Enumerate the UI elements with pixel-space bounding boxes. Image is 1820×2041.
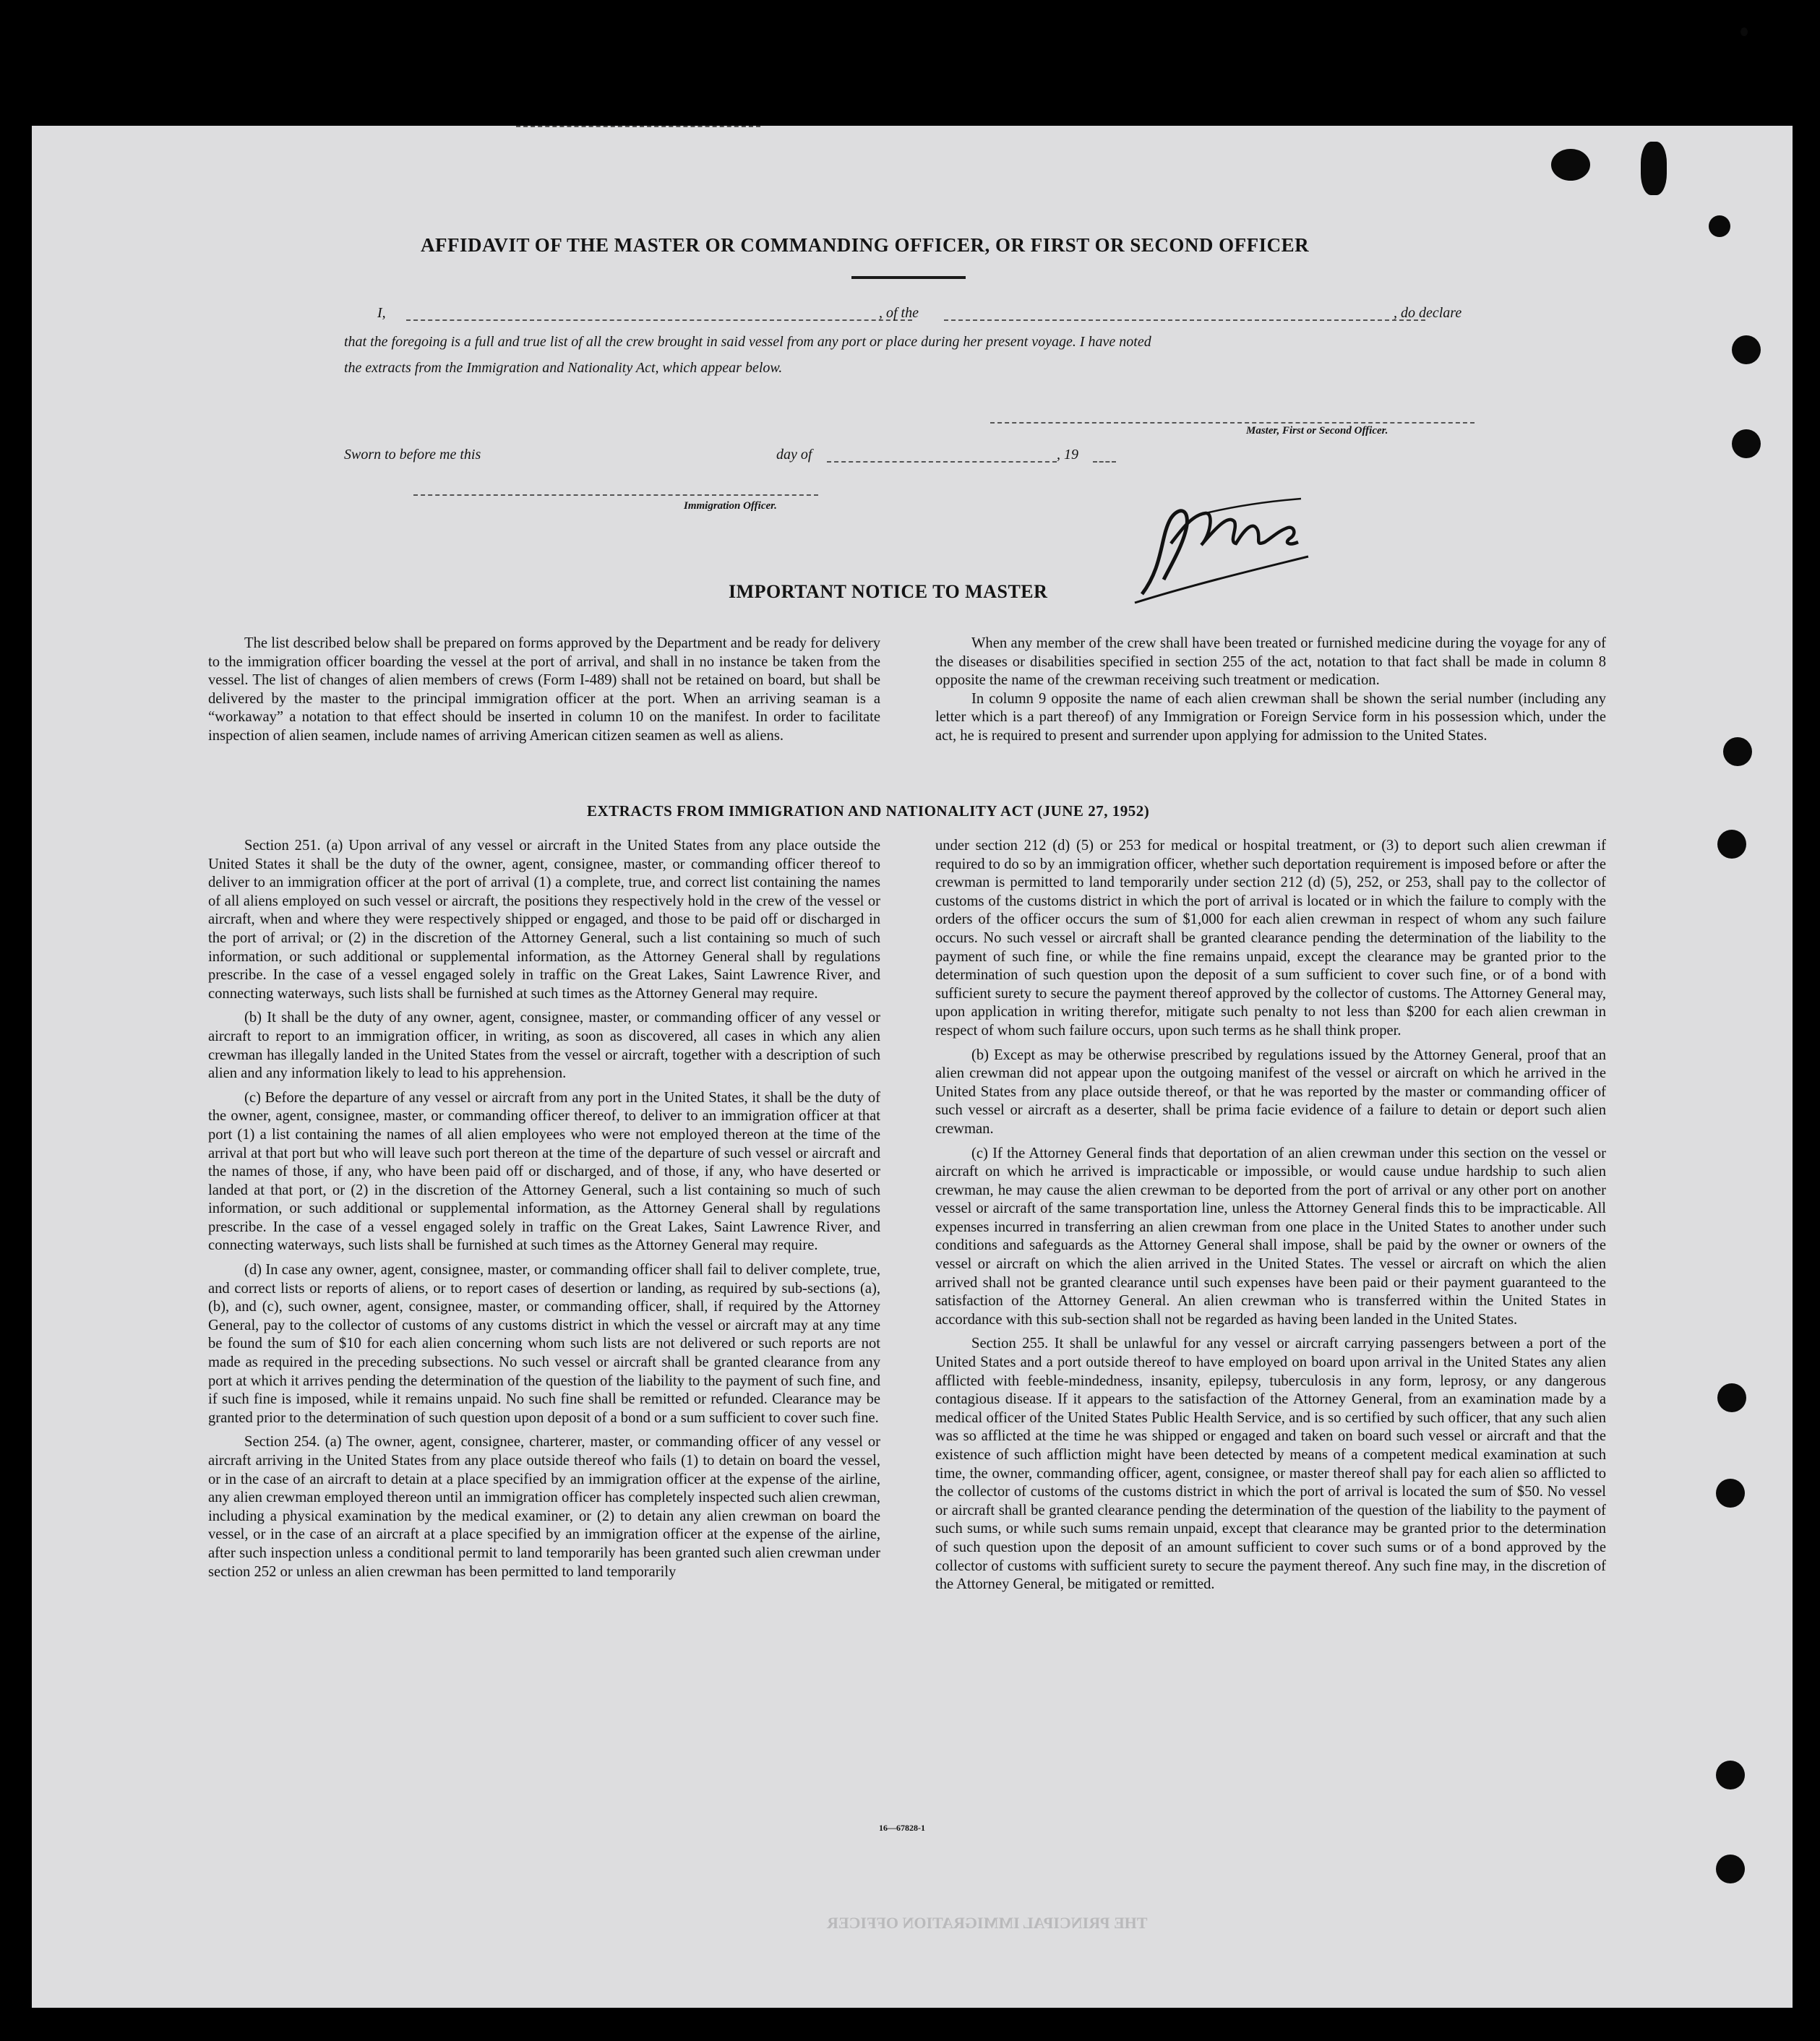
section-251d: (d) In case any owner, agent, consignee, master, or commanding officer shall fail to deliver complete, true, and correct lists or reports of aliens, or to report cases of desertion or landing, as required by sub-sections (a), (b), and (c), such owner, agent, consignee, master, or commanding officer, shall, if required by the Attorney General, pay to the collector of customs of any customs district in which the vessel or aircraft may at any time be found the sum of $10 for each alien concerning whom such lists are not delivered or such reports are not made as required in the preceding subsections. No such vessel or aircraft shall be granted clearance from any port at which it arrives pending the determination of the question of the liability to the payment of such fine, and if such fine is imposed, while it remains unpaid. No such fine shall be remitted or refunded. Clearance may be granted prior to the determination of such question upon deposit of a bond or a sum sufficient to cover such fine. bbox=[208, 1262, 880, 1426]
title-rule bbox=[851, 276, 966, 279]
vessel-name-field[interactable] bbox=[944, 319, 1425, 321]
document-page bbox=[32, 126, 1793, 2008]
section-255: Section 255. It shall be unlawful for any vessel or aircraft carrying passengers between a port of the United States and a port outside thereof to have employed on board upon arrival in the United States any alien afflicted with feeble-mindedness, insanity, epilepsy, tuberculosis in any form, leprosy, or any dangerous contagious disease. If it appears to the satisfaction of the Attorney General, from an examination made by a medical officer of the United States Public Health Service, and is so certified by such officer, that any such alien was so afflicted at the time he was shipped or engaged and taken on board such vessel or aircraft and that the existence of such affliction might have been detected by means of a competent medical examination at such time, the owner, commanding officer, agent, consignee, or master thereof shall pay for each alien so afflicted to the collector of customs of the customs district in which the port of arrival is located the sum of $50. No vessel or aircraft shall be granted clearance pending the determination of the question of the liability to the payment of such sums, or while such sums remain unpaid, except that clearance may be granted prior to the determination of such question upon the deposit of an amount sufficient to cover such sums or of a bond approved by the collector of customs with sufficient surety to secure the payment thereof. Any such fine may, in the discretion of the Attorney General, be mitigated or remitted. bbox=[935, 1336, 1606, 1593]
declarant-label: I, bbox=[377, 305, 386, 321]
punch-hole-2 bbox=[1732, 335, 1761, 364]
declaration-line-3: the extracts from the Immigration and Nationality Act, which appear below. bbox=[344, 360, 783, 376]
day-of-label: day of bbox=[776, 447, 812, 463]
punch-hole-1 bbox=[1709, 215, 1730, 237]
punch-hole-8 bbox=[1716, 1761, 1745, 1789]
punch-hole-9 bbox=[1716, 1855, 1745, 1883]
declaration-line-2: that the foregoing is a full and true list of all the crew brought in said vessel from any port or place during her present voyage. I have noted bbox=[344, 334, 1151, 350]
sworn-month-field[interactable] bbox=[827, 461, 1057, 463]
section-254c: (c) If the Attorney General finds that deportation of an alien crewman under this section on the vessel or aircraft on which he arrived is impracticable or impossible, or would cause undue hardship to such alien crewman, he may cause the alien crewman to be deported from the port of arrival or any other port on another vessel or aircraft of the same transportation line, unless the Attorney General finds this to be impracticable. All expenses incurred in transferring an alien crewman from one place in the United States to another under such conditions and safeguards as the Attorney General shall impose, shall be paid by the owner or owners of the vessel or aircraft on which the alien arrived in the United States. The vessel or aircraft on which the alien arrived shall not be granted clearance until such expenses have been paid or their payment guaranteed to the satisfaction of the Attorney General. An alien crewman who is transferred within the United States in accordance with this sub-section shall not be regarded as having been landed in the United States. bbox=[935, 1145, 1606, 1328]
section-254a-continued: under section 212 (d) (5) or 253 for medical or hospital treatment, or (3) to deport such alien crewman if required to do so by an immigration officer, whether such deportation requirement is imposed before or after the crewman is permitted to land temporarily under section 212 (d) (5), 252, or 253, shall pay to the collector of customs of the customs district in which the port of arrival is located or in which the failure to comply with the orders of the officer occurs the sum of $1,000 for each alien crewman in respect of whom any such failure occurs. No such vessel or aircraft shall be granted clearance pending the determination of the liability to the payment of such fine, or while the fine remains unpaid, except the clearance may be granted prior to the determination of such question upon the deposit of a sum sufficient to cover such fine, or of a bond with sufficient surety to secure the payment thereof approved by the collector of customs. The Attorney General may, upon application in writing therefor, mitigate such penalty to not less than $200 for each alien crewman in respect of whom such failure occurs, upon such terms as he shall think proper. bbox=[935, 838, 1606, 1039]
form-number: 16—67828-1 bbox=[879, 1823, 925, 1833]
punch-hole-5 bbox=[1717, 830, 1746, 859]
sworn-year-field[interactable] bbox=[1093, 461, 1116, 463]
notice-right-paragraph-2: In column 9 opposite the name of each alien crewman shall be shown the serial number (including any letter which is a part thereof) of any Immigration or Foreign Service form in his possession which, under the act, he is required to present and surrender upon applying for admission to the United States. bbox=[935, 690, 1606, 744]
sworn-label: Sworn to before me this bbox=[344, 447, 481, 463]
of-the-label: , of the bbox=[879, 305, 919, 321]
section-251c: (c) Before the departure of any vessel or aircraft from any port in the United States, it shall be the duty of the owner, agent, consignee, master, or commanding officer thereof, to deliver to an immigration officer at that port (1) a list containing the names of all alien employees who were not employed thereon at the time of the arrival at that port but who will leave such port thereon at the time of the departure of such vessel or aircraft and the names of those, if any, who have been paid off or discharged, and of those, if any, who have deserted or landed at that port, or (2) in the discretion of the Attorney General, such a list containing so much of such information, or such additional or supplemental information, as the Attorney General shall by regulations prescribe. In the case of a vessel engaged solely in traffic on the Great Lakes, Saint Lawrence River, and connecting waterways, such lists shall be furnished at such times as the Attorney General may require. bbox=[208, 1089, 880, 1254]
notice-title: IMPORTANT NOTICE TO MASTER bbox=[729, 581, 1048, 602]
notice-right-paragraph-1: When any member of the crew shall have been treated or furnished medicine during the voyage for any of the diseases or disabilities specified in section 255 of the act, notation to that fact shall be made in column 8 opposite the name of the crewman receiving such treatment or medication. bbox=[935, 635, 1606, 689]
punch-hole-6 bbox=[1717, 1383, 1746, 1412]
master-caption: Master, First or Second Officer. bbox=[1246, 425, 1388, 437]
affidavit-title: AFFIDAVIT OF THE MASTER OR COMMANDING OFFICER, OR FIRST OR SECOND OFFICER bbox=[421, 234, 1310, 256]
year-label: , 19 bbox=[1057, 447, 1078, 463]
sworn-day-field[interactable] bbox=[516, 126, 760, 127]
extracts-right-column bbox=[935, 837, 1606, 1594]
notice-right-column bbox=[935, 635, 1606, 746]
extracts-title: EXTRACTS FROM IMMIGRATION AND NATIONALITY ACT (JUNE 27, 1952) bbox=[587, 802, 1150, 820]
extracts-left-column bbox=[208, 837, 880, 1581]
master-signature bbox=[1120, 486, 1337, 609]
master-signature-line bbox=[990, 422, 1475, 424]
section-254b: (b) Except as may be otherwise prescribed by regulations issued by the Attorney General, proof that an alien crewman did not appear upon the outgoing manifest of the vessel or aircraft on which he arrived in the United States from any place outside thereof, or that he was reported by the master or commanding officer of such vessel or aircraft as a deserter, shall be prima facie evidence of a failure to detain or deport such alien crewman. bbox=[935, 1047, 1606, 1137]
officer-caption: Immigration Officer. bbox=[684, 500, 777, 512]
notice-left-paragraph: The list described below shall be prepared on forms approved by the Department and be ready for delivery to the immigration officer boarding the vessel at the port of arrival, and shall in no instance be taken from the vessel. The list of changes of alien members of crews (Form I-489) shall not be retained on board, but shall be delivered by the master to the principal immigration officer at the port. When an arriving seaman is a “workaway” a notation to that effect should be inserted in column 10 on the manifest. In order to facilitate inspection of alien seamen, include names of arriving American citizen seamen as well as aliens. bbox=[208, 635, 880, 744]
notice-left-column bbox=[208, 635, 880, 746]
binding-mark-1 bbox=[1551, 149, 1590, 181]
declarant-name-field[interactable] bbox=[406, 319, 912, 321]
punch-hole-7 bbox=[1716, 1479, 1745, 1508]
do-declare-label: , do declare bbox=[1394, 305, 1462, 321]
punch-hole-3 bbox=[1732, 429, 1761, 458]
section-251a: Section 251. (a) Upon arrival of any vessel or aircraft in the United States from any place outside the United States it shall be the duty of the owner, agent, consignee, master, or commanding officer thereof to deliver to an immigration officer at the port of arrival (1) a complete, true, and correct list containing the names of all aliens employed on such vessel or aircraft, the positions they respectively hold in the crew of the vessel or aircraft, when and where they were respectively shipped or engaged, and those to be paid off or discharged in the port of arrival; or (2) in the discretion of the Attorney General, such a list containing so much of such information, or such additional or supplemental information, as the Attorney General shall by regulations prescribe. In the case of a vessel engaged solely in traffic on the Great Lakes, Saint Lawrence River, and connecting waterways, such lists shall be furnished at such times as the Attorney General may require. bbox=[208, 838, 880, 1002]
binding-mark-3 bbox=[1740, 27, 1748, 36]
binding-mark-2 bbox=[1641, 142, 1667, 195]
section-251b: (b) It shall be the duty of any owner, agent, consignee, master, or commanding officer of any vessel or aircraft to report to an immigration officer, in writing, as soon as discovered, all cases in which any alien crewman has illegally landed in the United States from the vessel or aircraft, together with a description of such alien and any information likely to lead to his apprehension. bbox=[208, 1010, 880, 1082]
officer-signature-line bbox=[413, 494, 818, 496]
section-254a: Section 254. (a) The owner, agent, consignee, charterer, master, or commanding officer of any vessel or aircraft arriving in the United States from any place outside thereof who fails (1) to detain on board the vessel, or in the case of an aircraft to detain at a place specified by an immigration officer at the expense of the airline, any alien crewman employed thereon until an immigration officer has completely inspected such alien crewman, including a physical examination by the medical examiner, or (2) to detain any alien crewman on board the vessel, or in the case of an aircraft at a place specified by an immigration officer at the expense of the airline, after such inspection unless a conditional permit to land temporarily has been granted such alien crewman under section 252 or unless an alien crewman has been permitted to land temporarily bbox=[208, 1434, 880, 1580]
punch-hole-4 bbox=[1723, 737, 1752, 766]
bleed-through-text: THE PRINCIPAL IMMIGRATION OFFICER bbox=[827, 1914, 1148, 1932]
